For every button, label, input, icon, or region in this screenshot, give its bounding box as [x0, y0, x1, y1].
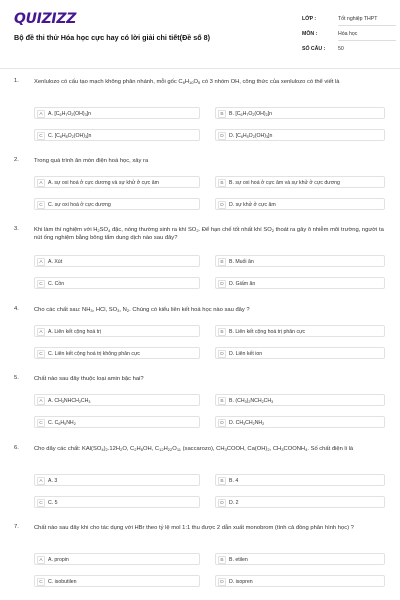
option-text: D. $CH_3CH_2NH_2$	[229, 419, 265, 426]
option-letter-badge: B	[218, 397, 226, 405]
question-number: 7.	[14, 524, 19, 530]
option-text: B. Muối ăn	[229, 258, 254, 265]
answer-option-b[interactable]	[215, 107, 385, 119]
option-text: D. isopren	[229, 578, 253, 585]
option-text: C. isobutilen	[48, 578, 77, 585]
option-letter-badge: B	[218, 556, 226, 564]
option-letter-badge: C	[37, 350, 45, 358]
answer-option-b[interactable]	[215, 474, 385, 486]
option-text: C. sự oxi hoá ở cực dương	[48, 201, 111, 208]
option-letter-badge: B	[218, 328, 226, 336]
class-value: Tốt nghiệp THPT	[338, 16, 378, 22]
answer-option-b[interactable]	[215, 325, 385, 337]
quizizz-logo: QUIZIZZ	[14, 11, 77, 27]
divider	[338, 25, 396, 26]
answer-option-d[interactable]	[215, 198, 385, 210]
answer-option-c[interactable]	[34, 277, 200, 289]
option-letter-badge: C	[37, 132, 45, 140]
answer-option-c[interactable]	[34, 416, 200, 428]
option-text: D. sự khử ở cực âm	[229, 201, 276, 208]
answer-option-d[interactable]	[215, 496, 385, 508]
option-letter-badge: B	[218, 258, 226, 266]
option-letter-badge: C	[37, 499, 45, 507]
question-number: 5.	[14, 375, 19, 381]
subject-label: MÔN :	[302, 31, 318, 37]
option-letter-badge: D	[218, 280, 226, 288]
answer-option-d[interactable]	[215, 277, 385, 289]
option-text: B. $(CH_3)_2NCH_2CH_3$	[229, 397, 274, 404]
option-text: D. Giấm ăn	[229, 280, 256, 287]
option-letter-badge: C	[37, 578, 45, 586]
answer-option-b[interactable]	[215, 553, 385, 565]
answer-option-d[interactable]	[215, 347, 385, 359]
answer-option-a[interactable]	[34, 325, 200, 337]
option-text: C. $[C_6H_8O_2(OH)_3]n$	[48, 132, 92, 139]
option-letter-badge: A	[37, 556, 45, 564]
option-letter-badge: C	[37, 201, 45, 209]
answer-option-d[interactable]	[215, 575, 385, 587]
option-letter-badge: D	[218, 132, 226, 140]
count-label: SỐ CÂU :	[302, 46, 326, 52]
answer-option-d[interactable]	[215, 416, 385, 428]
class-label: LỚP :	[302, 16, 317, 22]
answer-option-c[interactable]	[34, 575, 200, 587]
option-letter-badge: B	[218, 179, 226, 187]
option-text: D. Liên kết ion	[229, 350, 263, 357]
option-letter-badge: D	[218, 350, 226, 358]
question-number: 6.	[14, 445, 19, 451]
option-text: C. $C_6H_5NH_2$	[48, 419, 76, 426]
option-letter-badge: B	[218, 477, 226, 485]
answer-option-a[interactable]	[34, 553, 200, 565]
option-letter-badge: D	[218, 201, 226, 209]
option-letter-badge: A	[37, 258, 45, 266]
option-letter-badge: A	[37, 397, 45, 405]
option-text: A. $CH_3NHCH_2CH_3$	[48, 397, 91, 404]
option-letter-badge: A	[37, 477, 45, 485]
option-letter-badge: A	[37, 110, 45, 118]
option-letter-badge: C	[37, 280, 45, 288]
option-text: B. $[C_6H_7O_2(OH)_2]n$	[229, 110, 273, 117]
option-letter-badge: D	[218, 578, 226, 586]
answer-option-a[interactable]	[34, 176, 200, 188]
option-text: B. sự oxi hoá ở cực âm và sự khử ở cực dương	[229, 179, 340, 186]
option-text: A. Xút	[48, 258, 63, 265]
option-text: A. 3	[48, 477, 58, 484]
question-number: 3.	[14, 226, 19, 232]
answer-option-c[interactable]	[34, 347, 200, 359]
option-text: B. etilen	[229, 556, 248, 563]
question-text: Khi làm thí nghiệm với $H_2SO_4$ đặc, nóng thường sinh ra khí $SO_2$. Để hạn chế tốt nhất khí $SO_2$ thoát ra gây ô nhiễm môi trường, người ta nút ống nghiệm bằng bông tẩm dung dịch nào sau đây?	[34, 227, 384, 242]
option-text: B. Liên kết cộng hoá trị phân cực	[229, 328, 306, 335]
option-letter-badge: A	[37, 328, 45, 336]
count-value: 50	[338, 46, 344, 52]
option-text: A. Liên kết cộng hoá trị	[48, 328, 102, 335]
answer-option-c[interactable]	[34, 129, 200, 141]
option-text: A. sự oxi hoá ở cực dương và sự khử ở cực âm	[48, 179, 159, 186]
answer-option-b[interactable]	[215, 255, 385, 267]
answer-option-a[interactable]	[34, 474, 200, 486]
question-number: 1.	[14, 78, 19, 84]
option-text: A. $[C_6H_7O_2(OH)_3]n$	[48, 110, 92, 117]
divider	[338, 40, 396, 41]
question-text: Trong quá trình ăn mòn điện hoá học, xảy ra	[34, 158, 149, 164]
answer-option-b[interactable]	[215, 394, 385, 406]
answer-option-a[interactable]	[34, 394, 200, 406]
option-text: C. Cồn	[48, 280, 65, 287]
option-letter-badge: D	[218, 499, 226, 507]
answer-option-d[interactable]	[215, 129, 385, 141]
option-text: B. 4	[229, 477, 239, 484]
question-number: 4.	[14, 306, 19, 312]
option-letter-badge: C	[37, 419, 45, 427]
question-text: Xenlulozo có cấu tạo mạch không phân nhánh, mỗi gốc $C_6H_{10}O_5$ có 3 nhóm OH, công thức của xenlulozo có thể viết là	[34, 79, 340, 85]
option-text: D. 2	[229, 499, 239, 506]
answer-option-b[interactable]	[215, 176, 385, 188]
header-divider	[0, 68, 400, 69]
question-text: Chất nào sau đây thuộc loại amin bậc hai?	[34, 376, 144, 382]
question-text: Cho các chất sau: $NH_3$, HCl, $SO_3$, $N_2$. Chúng có kiểu liên kết hoá học nào sau đây ?	[34, 307, 250, 313]
question-number: 2.	[14, 157, 19, 163]
option-text: C. 5	[48, 499, 58, 506]
answer-option-a[interactable]	[34, 107, 200, 119]
option-letter-badge: D	[218, 419, 226, 427]
document-header	[0, 0, 400, 68]
option-letter-badge: B	[218, 110, 226, 118]
question-text: Chất nào sau đây khi cho tác dụng với HBr theo tỷ lệ mol 1:1 thu được 2 dẫn xuất monobrom (tính cả đồng phân hình học) ?	[34, 525, 354, 531]
option-letter-badge: A	[37, 179, 45, 187]
option-text: C. Liên kết cộng hoá trị không phân cực	[48, 350, 141, 357]
option-text: D. $[C_6H_5O_2(OH)_3]n$	[229, 132, 273, 139]
answer-option-a[interactable]	[34, 255, 200, 267]
subject-value: Hóa học	[338, 31, 358, 37]
page-title: Bộ đề thi thử Hóa học cực hay có lời giải chi tiết(Đề số 8)	[14, 33, 211, 42]
answer-option-c[interactable]	[34, 496, 200, 508]
answer-option-c[interactable]	[34, 198, 200, 210]
option-text: A. propin	[48, 556, 69, 563]
question-text: Cho dãy các chất: $KAl(SO_4)_2.12H_2O$, $C_2H_5OH$, $C_{12}H_{22}O_{11}$ (saccarozo), $CH_3COOH$, $Ca(OH)_2$, $CH_3COONH_4$. Số chất điện li là	[34, 446, 354, 452]
